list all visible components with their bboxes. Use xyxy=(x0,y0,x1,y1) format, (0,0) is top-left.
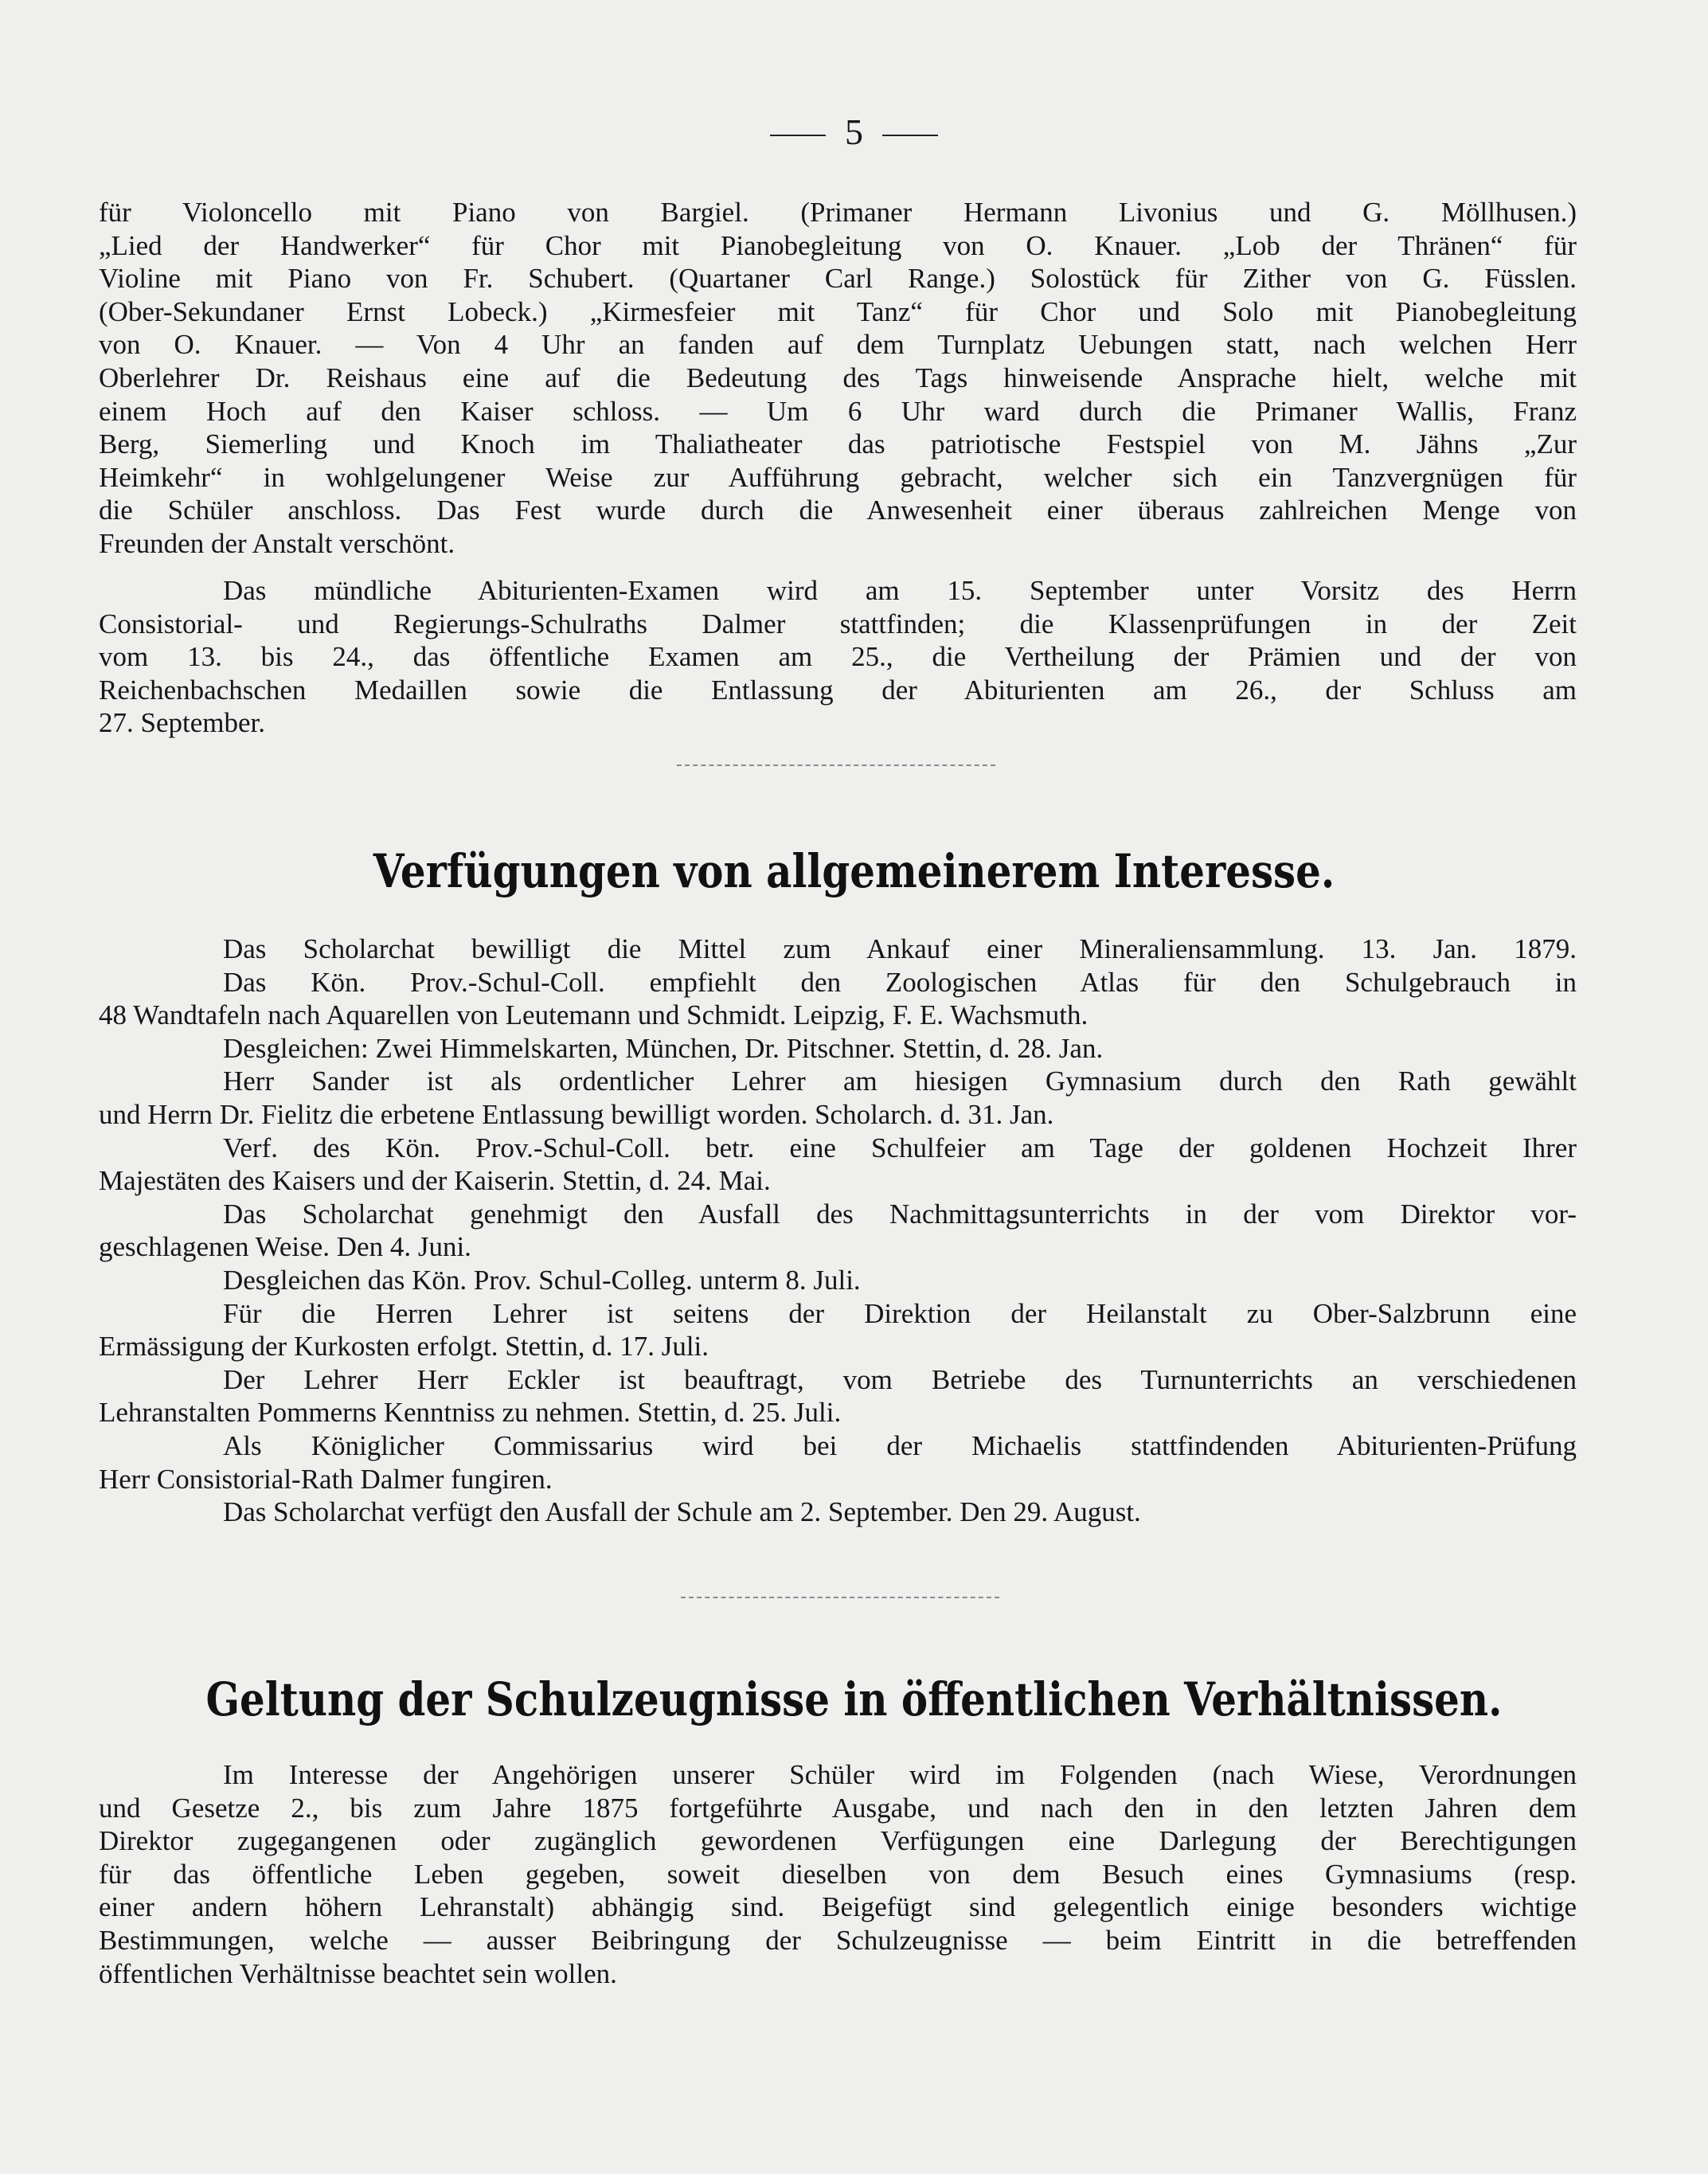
heading-geltung: Geltung der Schulzeugnisse in öffentlichen Verhältnissen. xyxy=(205,1672,1503,1726)
text-line: 48 Wandtafeln nach Aquarellen von Leutemann und Schmidt. Leipzig, F. E. Wachsmuth. xyxy=(99,999,1089,1031)
text-line: Das mündliche Abiturienten-Examen wird am 15. September unter Vorsitz des Herrn xyxy=(223,575,1577,606)
text-line: für das öffentliche Leben gegeben, soweit dieselben von dem Besuch eines Gymnasiums (resp. xyxy=(99,1858,1577,1890)
text-line: vom 13. bis 24., das öffentliche Examen am 25., die Vertheilung der Prämien und der von xyxy=(99,641,1577,673)
text-line: Herr Consistorial-Rath Dalmer fungiren. xyxy=(99,1463,553,1495)
heading-verfuegungen: Verfügungen von allgemeinerem Interesse. xyxy=(373,844,1335,898)
text-line: Direktor zugegangenen oder zugänglich gewordenen Verfügungen eine Darlegung der Berechtigungen xyxy=(99,1825,1577,1857)
text-line: Der Lehrer Herr Eckler ist beauftragt, vom Betriebe des Turnunterrichts an verschiedenen xyxy=(223,1363,1577,1395)
text-line: 27. September. xyxy=(99,707,265,739)
section-divider xyxy=(677,764,995,766)
paragraph-exam-dates xyxy=(99,574,1577,740)
text-line: Herr Sander ist als ordentlicher Lehrer am hiesigen Gymnasium durch den Rath gewählt xyxy=(223,1065,1577,1097)
ornament-right xyxy=(882,135,938,136)
text-line: „Lied der Handwerker“ für Chor mit Pianobegleitung von O. Knauer. „Lob der Thränen“ für xyxy=(99,229,1577,261)
text-line: Oberlehrer Dr. Reishaus eine auf die Bedeutung des Tags hinweisende Ansprache hielt, welche mit xyxy=(99,362,1577,393)
text-line: Das Scholarchat genehmigt den Ausfall des Nachmittagsunterrichts in der vom Direktor vor- xyxy=(223,1198,1577,1230)
ornament-left xyxy=(770,135,826,136)
page-number xyxy=(0,110,1708,154)
text-line: einer andern höhern Lehranstalt) abhängig sind. Beigefügt sind gelegentlich einige besonders wichtige xyxy=(99,1891,1577,1923)
section-certificates xyxy=(99,1758,1577,1990)
section-divider xyxy=(681,1597,999,1598)
text-line: Als Königlicher Commissarius wird bei der Michaelis stattfindenden Abiturienten-Prüfung xyxy=(223,1429,1577,1461)
text-line: Desgleichen das Kön. Prov. Schul-Colleg. unterm 8. Juli. xyxy=(223,1264,861,1296)
section-decrees xyxy=(99,933,1577,1529)
text-line: Violine mit Piano von Fr. Schubert. (Quartaner Carl Range.) Solostück für Zither von G. Füsslen. xyxy=(99,263,1577,295)
text-line: Reichenbachschen Medaillen sowie die Entlassung der Abiturienten am 26., der Schluss am xyxy=(99,674,1577,706)
text-line: einem Hoch auf den Kaiser schloss. — Um 6 Uhr ward durch die Primaner Wallis, Franz xyxy=(99,395,1577,427)
text-line: Consistorial- und Regierungs-Schulraths Dalmer stattfinden; die Klassenprüfungen in der Zeit xyxy=(99,608,1577,639)
text-line: Bestimmungen, welche — ausser Beibringung der Schulzeugnisse — beim Eintritt in die betreffenden xyxy=(99,1924,1577,1956)
text-line: Verf. des Kön. Prov.-Schul-Coll. betr. eine Schulfeier am Tage der goldenen Hochzeit Ihrer xyxy=(223,1132,1577,1163)
text-line: Freunden der Anstalt verschönt. xyxy=(99,527,455,559)
text-line: Das Kön. Prov.-Schul-Coll. empfiehlt den Zoologischen Atlas für den Schulgebrauch in xyxy=(223,966,1577,998)
text-line: Lehranstalten Pommerns Kenntniss zu nehmen. Stettin, d. 25. Juli. xyxy=(99,1397,842,1429)
text-line: die Schüler anschloss. Das Fest wurde durch die Anwesenheit einer überaus zahlreichen Menge von xyxy=(99,495,1577,526)
text-line: Heimkehr“ in wohlgelungener Weise zur Aufführung gebracht, welcher sich ein Tanzvergnügen für xyxy=(99,461,1577,493)
text-line: geschlagenen Weise. Den 4. Juni. xyxy=(99,1231,471,1263)
text-line: für Violoncello mit Piano von Bargiel. (Primaner Hermann Livonius und G. Möllhusen.) xyxy=(99,197,1577,228)
paragraph-festival xyxy=(99,196,1577,561)
text-line: Majestäten des Kaisers und der Kaiserin. Stettin, d. 24. Mai. xyxy=(99,1165,771,1197)
page-number-text: 5 xyxy=(845,111,863,152)
text-line: öffentlichen Verhältnisse beachtet sein wollen. xyxy=(99,1957,617,1989)
text-line: von O. Knauer. — Von 4 Uhr an fanden auf dem Turnplatz Uebungen statt, nach welchen Herr xyxy=(99,329,1577,361)
text-line: Für die Herren Lehrer ist seitens der Direktion der Heilanstalt zu Ober-Salzbrunn eine xyxy=(223,1297,1577,1329)
text-line: und Gesetze 2., bis zum Jahre 1875 fortgeführte Ausgabe, und nach den in den letzten Jahren dem xyxy=(99,1792,1577,1824)
text-line: Das Scholarchat bewilligt die Mittel zum Ankauf einer Mineraliensammlung. 13. Jan. 1879. xyxy=(223,933,1577,964)
text-line: Desgleichen: Zwei Himmelskarten, München, Dr. Pitschner. Stettin, d. 28. Jan. xyxy=(223,1032,1104,1064)
text-line: und Herrn Dr. Fielitz die erbetene Entlassung bewilligt worden. Scholarch. d. 31. Jan. xyxy=(99,1098,1054,1130)
text-line: (Ober-Sekundaner Ernst Lobeck.) „Kirmesfeier mit Tanz“ für Chor und Solo mit Pianobegleitung xyxy=(99,295,1577,327)
text-line: Das Scholarchat verfügt den Ausfall der Schule am 2. September. Den 29. August. xyxy=(223,1496,1141,1528)
text-line: Ermässigung der Kurkosten erfolgt. Stettin, d. 17. Juli. xyxy=(99,1331,709,1363)
text-line: Berg, Siemerling und Knoch im Thaliatheater das patriotische Festspiel von M. Jähns „Zur xyxy=(99,428,1577,460)
text-line: Im Interesse der Angehörigen unserer Schüler wird im Folgenden (nach Wiese, Verordnungen xyxy=(223,1759,1577,1790)
